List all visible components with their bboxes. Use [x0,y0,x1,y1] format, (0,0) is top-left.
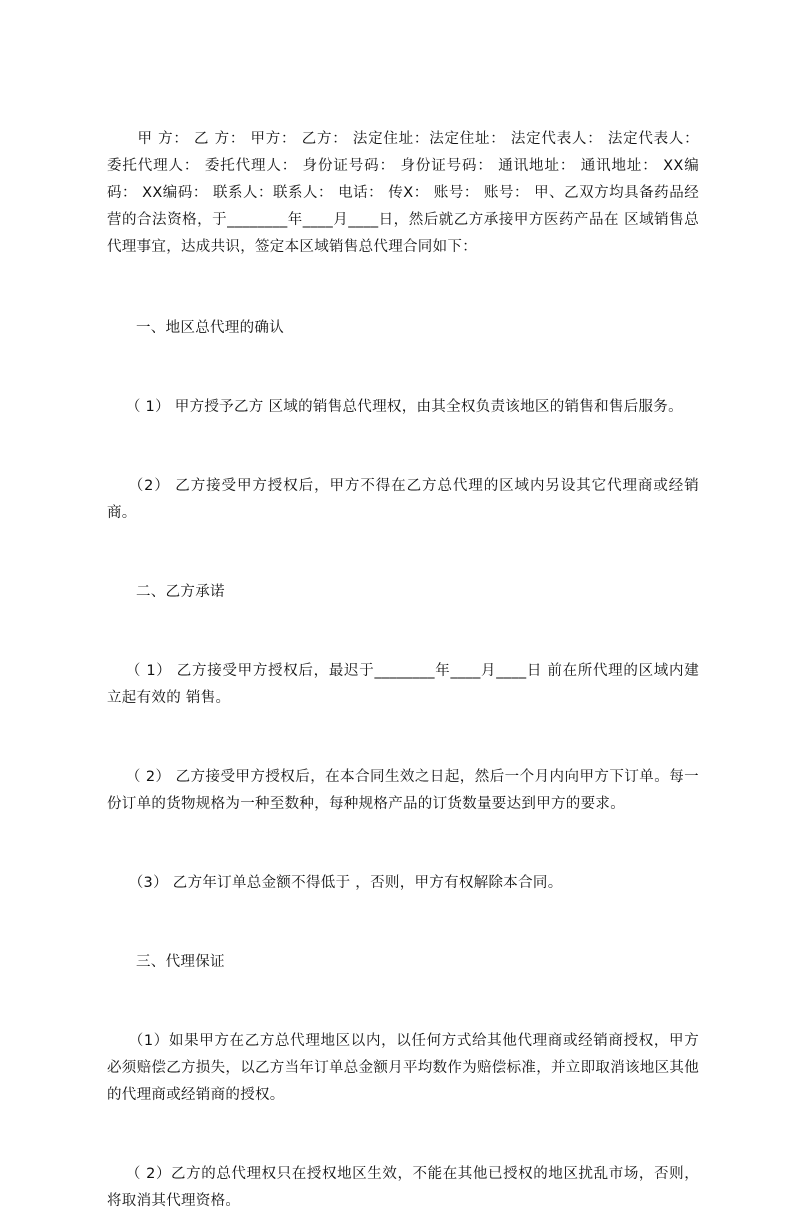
clause-1-1: （ 1） 甲方授予乙方 区域的销售总代理权，由其全权负责该地区的销售和售后服务。 [125,399,683,415]
clause-3-1: （1）如果甲方在乙方总代理地区以内，以任何方式给其他代理商或经销商授权，甲方必须赔偿乙方损失，以乙方当年订单总金额月平均数作为赔偿标准，并立即取消该地区其他的代理商或经销商的授权。 [107,1033,699,1103]
clause-3-2: （ 2）乙方的总代理权只在授权地区生效，不能在其他已授权的地区扰乱市场，否则，将取消其代理资格。 [107,1166,699,1209]
clause-2-3: （3） 乙方年订单总金额不得低于 ，否则，甲方有权解除本合同。 [128,875,563,891]
clause-1-2: （2） 乙方接受甲方授权后，甲方不得在乙方总代理的区域内另设其它代理商或经销商。 [107,478,699,521]
clause-2-1: （ 1） 乙方接受甲方授权后，最迟于________年____月____日 前在所代理的区域内建立起有效的 销售。 [107,663,699,706]
section-heading-3: 三、代理保证 [136,954,225,970]
section-heading-2: 二、乙方承诺 [136,584,225,600]
document-body [107,126,699,1215]
section-heading-1: 一、地区总代理的确认 [136,320,284,336]
party-info-paragraph: 甲 方： 乙 方： 甲方： 乙方： 法定住址：法定住址： 法定代表人： 法定代表人： 委托代理人： 委托代理人： 身份证号码： 身份证号码： 通讯地址： 通讯地址： XX编码： XX编码： 联系人：联系人： 电话： 传X： 账号： 账号： 甲、乙双方均具备药品经营的合法资格，于________年____月____日，然后就乙方承接甲方医药产品在 区域销售总代理事宜，达成共识，签定本区域销售总代理合同如下： [107,131,699,255]
clause-2-2: （ 2） 乙方接受甲方授权后，在本合同生效之日起，然后一个月内向甲方下订单。每一份订单的货物规格为一种至数种，每种规格产品的订货数量要达到甲方的要求。 [107,769,699,812]
